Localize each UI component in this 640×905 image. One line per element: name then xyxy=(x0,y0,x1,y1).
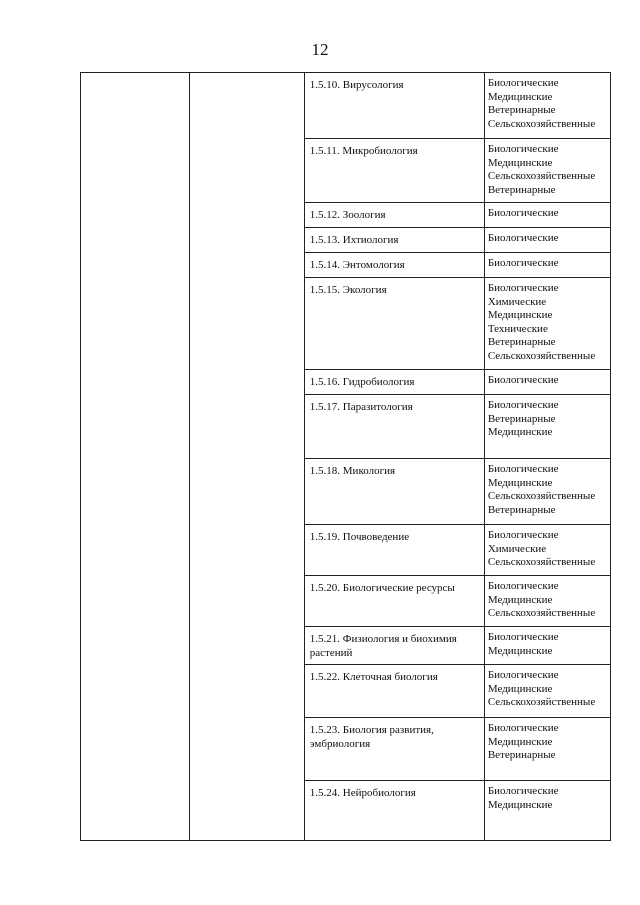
specialty-cell: 1.5.23. Биология развития, эмбриология xyxy=(304,718,484,781)
science-type: Медицинские xyxy=(487,682,553,695)
science-types-cell xyxy=(484,139,610,203)
science-type: Биологические xyxy=(487,374,559,386)
science-type: Биологические xyxy=(487,580,559,592)
science-type: Ветеринарные xyxy=(487,336,556,348)
science-type: Химические xyxy=(487,295,547,308)
science-type: Медицинские xyxy=(487,476,553,489)
science-type: Биологические xyxy=(487,722,559,734)
specialty-cell: 1.5.19. Почвоведение xyxy=(304,525,484,576)
science-types-cell xyxy=(484,73,610,139)
science-type: Сельскохозяйственные xyxy=(487,696,596,708)
science-type: Сельскохозяйственные xyxy=(487,607,596,619)
specialty-cell: 1.5.12. Зоология xyxy=(304,203,484,228)
science-type: Технические xyxy=(487,322,548,335)
science-type: Сельскохозяйственные xyxy=(487,117,596,130)
table-body xyxy=(81,73,611,841)
specialty-cell: 1.5.16. Гидробиология xyxy=(304,370,484,395)
science-type: Медицинские xyxy=(487,798,553,811)
science-type: Сельскохозяйственные xyxy=(487,349,596,362)
science-type: Биологические xyxy=(487,77,559,89)
science-types-cell xyxy=(484,278,610,370)
specialty-cell: 1.5.15. Экология xyxy=(304,278,484,370)
science-type: Биологические xyxy=(487,143,559,155)
science-type: Химические xyxy=(487,542,547,555)
specialty-cell: 1.5.17. Паразитология xyxy=(304,395,484,459)
science-type: Медицинские xyxy=(487,90,553,103)
science-types-cell xyxy=(484,459,610,525)
table-row xyxy=(81,73,611,139)
science-types-cell xyxy=(484,395,610,459)
science-type: Сельскохозяйственные xyxy=(487,170,596,182)
science-type: Биологические xyxy=(487,282,559,294)
specialty-cell: 1.5.10. Вирусология xyxy=(304,73,484,139)
specialty-cell: 1.5.21. Физиология и биохимия растений xyxy=(304,627,484,665)
specialty-cell: 1.5.11. Микробиология xyxy=(304,139,484,203)
science-type: Биологические xyxy=(487,207,559,219)
science-types-cell xyxy=(484,576,610,627)
science-types-cell xyxy=(484,665,610,718)
specialties-table xyxy=(80,72,611,841)
science-type: Медицинские xyxy=(487,426,553,438)
science-type: Ветеринарные xyxy=(487,412,556,425)
science-type: Сельскохозяйственные xyxy=(487,490,596,502)
science-type: Биологические xyxy=(487,399,559,411)
science-types-cell xyxy=(484,781,610,841)
science-type: Биологические xyxy=(487,785,559,797)
specialty-cell: 1.5.24. Нейробиология xyxy=(304,781,484,841)
science-type: Биологические xyxy=(487,257,559,269)
science-type: Ветеринарные xyxy=(487,749,556,761)
science-type: Медицинские xyxy=(487,593,553,606)
science-type: Ветеринарные xyxy=(487,183,556,196)
science-types-cell xyxy=(484,370,610,395)
science-type: Медицинские xyxy=(487,735,553,748)
page-number: 12 xyxy=(311,40,329,59)
science-types-cell xyxy=(484,228,610,253)
science-type: Медицинские xyxy=(487,644,553,657)
specialty-cell: 1.5.14. Энтомология xyxy=(304,253,484,278)
science-type: Биологические xyxy=(487,631,559,643)
science-types-cell xyxy=(484,253,610,278)
specialty-cell: 1.5.22. Клеточная биология xyxy=(304,665,484,718)
empty-column-1 xyxy=(81,73,190,841)
science-type: Биологические xyxy=(487,669,559,681)
specialty-cell: 1.5.18. Микология xyxy=(304,459,484,525)
specialty-cell: 1.5.20. Биологические ресурсы xyxy=(304,576,484,627)
science-types-cell xyxy=(484,718,610,781)
science-types-cell xyxy=(484,525,610,576)
empty-column-2 xyxy=(189,73,304,841)
science-type: Медицинские xyxy=(487,156,553,169)
science-type: Биологические xyxy=(487,529,559,541)
specialty-cell: 1.5.13. Ихтиология xyxy=(304,228,484,253)
science-type: Ветеринарные xyxy=(487,503,556,516)
science-type: Биологические xyxy=(487,232,559,244)
science-types-cell xyxy=(484,203,610,228)
science-type: Биологические xyxy=(487,463,559,475)
science-type: Ветеринарные xyxy=(487,104,556,116)
science-type: Сельскохозяйственные xyxy=(487,556,596,568)
science-types-cell xyxy=(484,627,610,665)
science-type: Медицинские xyxy=(487,309,553,321)
